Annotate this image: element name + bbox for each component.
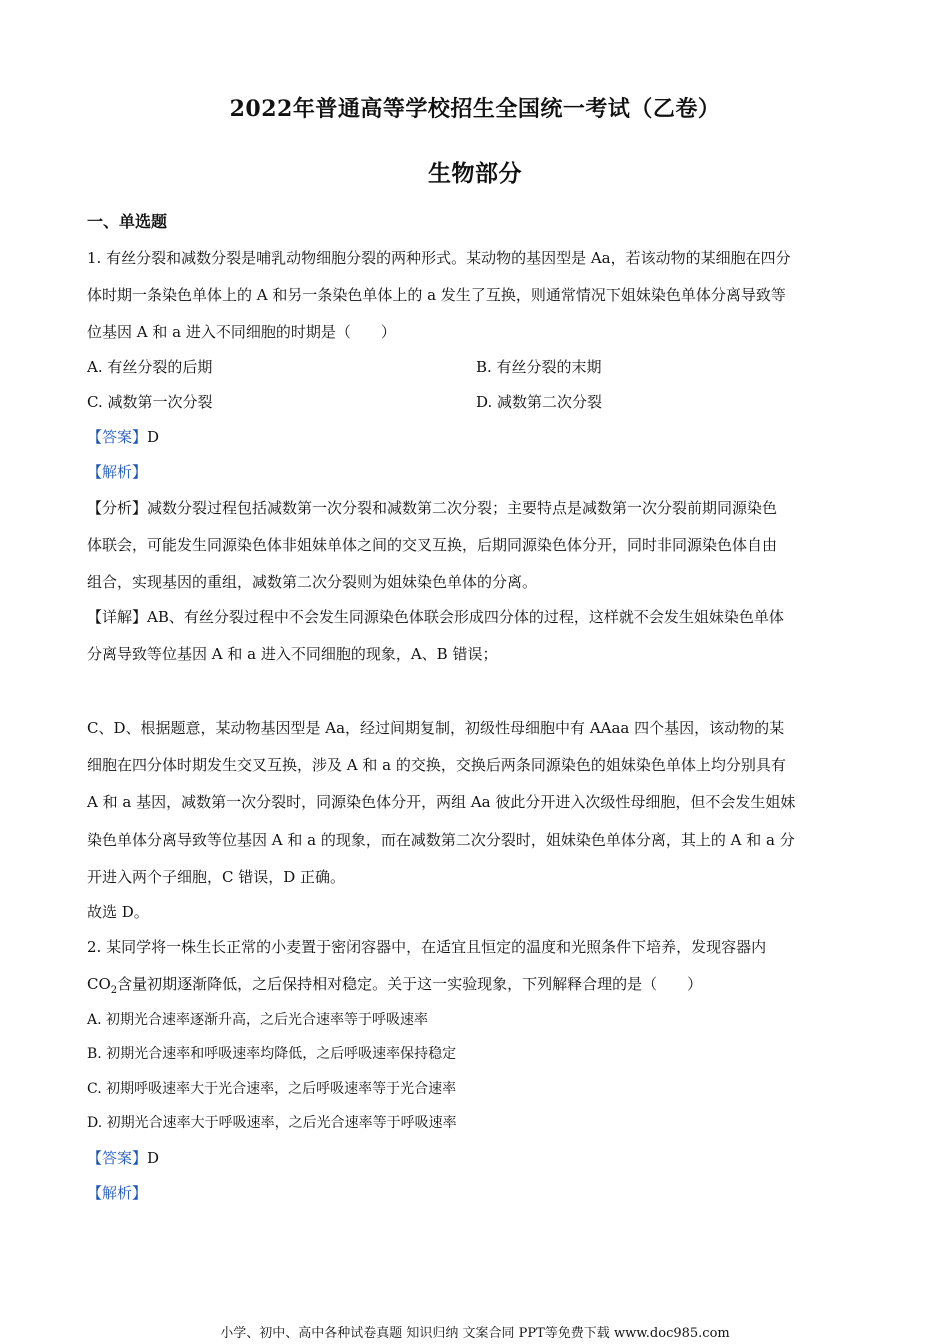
analysis-tag: 【解析】	[87, 1184, 148, 1202]
xiangjie-text: AB、有丝分裂过程中不会发生同源染色体联会形成四分体的过程，这样就不会发生姐妹染色单体	[147, 608, 784, 626]
co2-subscript: 2	[110, 985, 118, 996]
answer-value: D	[147, 1149, 160, 1167]
q2-analysis-tag	[87, 1183, 867, 1203]
q1-option-b: B. 有丝分裂的末期	[476, 358, 602, 376]
q1-stem-line: 1. 有丝分裂和减数分裂是哺乳动物细胞分裂的两种形式。某动物的基因型是 Aa，若该动物的某细胞在四分	[87, 249, 791, 267]
q2-stem-line	[87, 974, 867, 1001]
q1-cd-line: A 和 a 基因，减数第一次分裂时，同源染色体分开，两组 Aa 彼此分开进入次级性母细胞，但不会发生姐妹	[87, 793, 796, 811]
q2-answer	[87, 1148, 867, 1168]
fenxi-tag: 【分析】	[87, 499, 148, 517]
q2-stem-line: 2. 某同学将一株生长正常的小麦置于密闭容器中，在适宜且恒定的温度和光照条件下培养，发现容器内	[87, 938, 767, 956]
q1-xiangjie-line: 分离导致等位基因 A 和 a 进入不同细胞的现象，A、B 错误；	[87, 645, 498, 663]
q1-fenxi-line: 体联会，可能发生同源染色体非姐妹单体之间的交叉互换，后期同源染色体分开，同时非同源染色体自由	[87, 536, 778, 554]
q1-cd-line: 细胞在四分体时期发生交叉互换，涉及 A 和 a 的交换，交换后两条同源染色的姐妹染色单体上均分别具有	[87, 756, 786, 774]
fenxi-text: 减数分裂过程包括减数第一次分裂和减数第二次分裂；主要特点是减数第一次分裂前期同源染色	[147, 499, 778, 517]
page-footer: 小学、初中、高中各种试卷真题 知识归纳 文案合同 PPT等免费下载 www.doc985.com	[220, 1326, 730, 1341]
q2-option-a: A. 初期光合速率逐渐升高，之后光合速率等于呼吸速率	[87, 1012, 429, 1028]
q2-stem-text: 含量初期逐渐降低，之后保持相对稳定。关于这一实验现象，下列解释合理的是（ ）	[117, 975, 703, 993]
q1-cd-line: C、D、根据题意，某动物基因型是 Aa，经过间期复制，初级性母细胞中有 AAaa 四个基因，该动物的某	[87, 719, 785, 737]
q1-option-a: A. 有丝分裂的后期	[87, 358, 213, 376]
q1-option-d: D. 减数第二次分裂	[476, 393, 603, 411]
answer-tag: 【答案】	[87, 428, 148, 446]
answer-tag: 【答案】	[87, 1149, 148, 1167]
analysis-tag: 【解析】	[87, 463, 148, 481]
q2-option-c: C. 初期呼吸速率大于光合速率，之后呼吸速率等于光合速率	[87, 1081, 457, 1097]
q1-stem-line: 体时期一条染色单体上的 A 和另一条染色单体上的 a 发生了互换，则通常情况下姐妹染色单体分离导致等	[87, 286, 786, 304]
section-heading: 一、单选题	[87, 212, 168, 231]
exam-title: 2022年普通高等学校招生全国统一考试（乙卷）	[229, 96, 721, 122]
q1-analysis-tag	[87, 462, 867, 482]
q1-option-c: C. 减数第一次分裂	[87, 393, 213, 411]
q1-answer	[87, 427, 867, 447]
q1-fenxi-line	[87, 498, 867, 518]
q1-cd-line: 开进入两个子细胞，C 错误，D 正确。	[87, 868, 346, 886]
q2-option-b: B. 初期光合速率和呼吸速率均降低，之后呼吸速率保持稳定	[87, 1046, 457, 1062]
q2-option-d: D. 初期光合速率大于呼吸速率，之后光合速率等于呼吸速率	[87, 1115, 457, 1131]
q1-conclusion: 故选 D。	[87, 903, 149, 921]
exam-subtitle: 生物部分	[428, 160, 522, 187]
xiangjie-tag: 【详解】	[87, 608, 148, 626]
q1-xiangjie-line	[87, 607, 867, 627]
q1-stem-line: 位基因 A 和 a 进入不同细胞的时期是（ ）	[87, 323, 396, 341]
q1-cd-line: 染色单体分离导致等位基因 A 和 a 的现象，而在减数第二次分裂时，姐妹染色单体分离，其上的 A 和 a 分	[87, 831, 795, 849]
co2-formula: CO	[87, 975, 111, 993]
q1-fenxi-line: 组合，实现基因的重组，减数第二次分裂则为姐妹染色单体的分离。	[87, 573, 538, 591]
answer-value: D	[147, 428, 160, 446]
